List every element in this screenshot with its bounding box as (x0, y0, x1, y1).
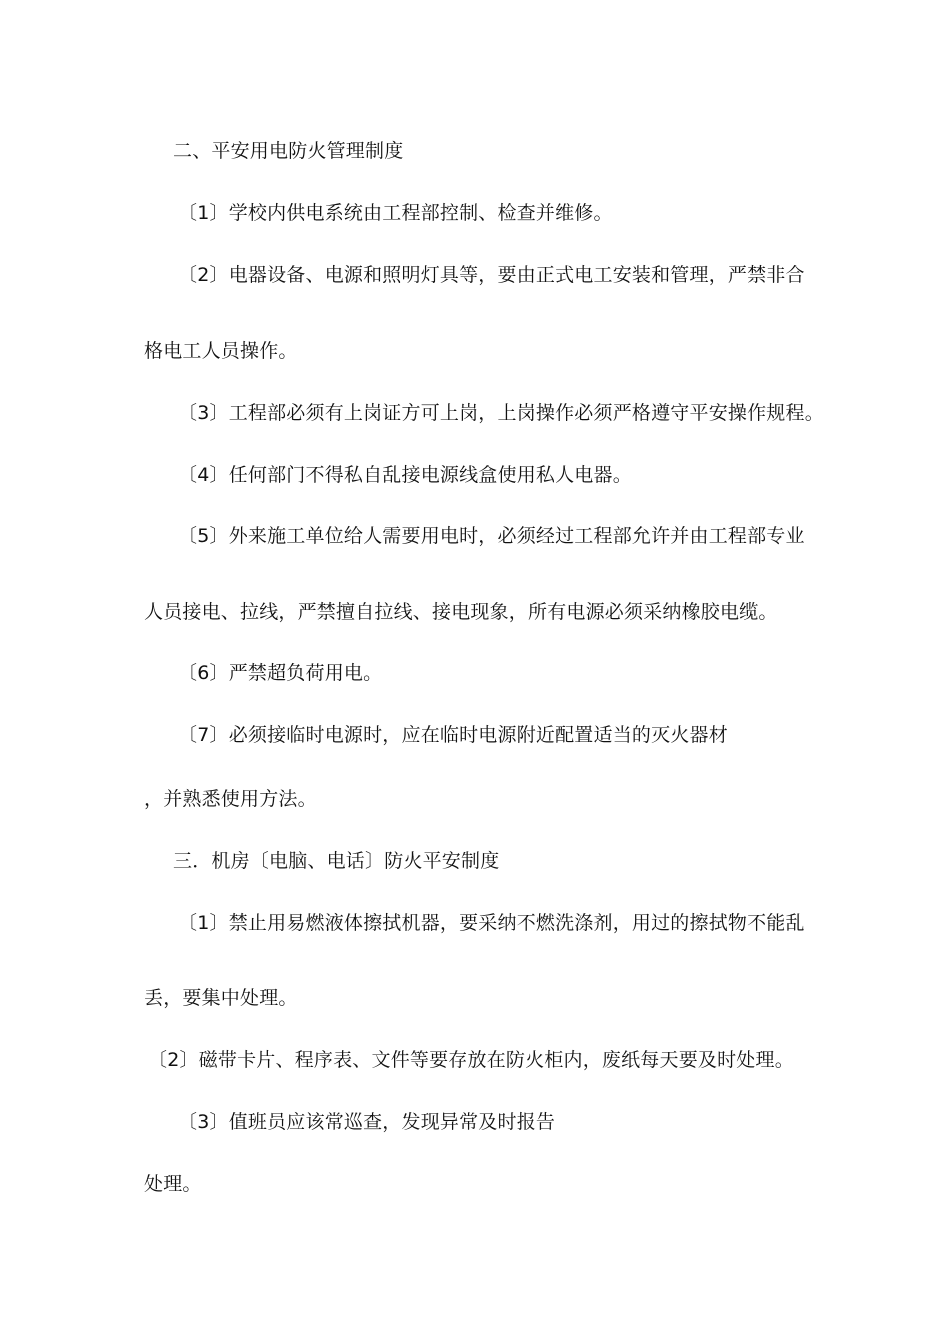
paragraph-line: 〔6〕严禁超负荷用电。 (178, 662, 383, 684)
paragraph-line: 〔1〕学校内供电系统由工程部控制、检查并维修。 (178, 202, 613, 224)
paragraph-line: 格电工人员操作。 (144, 340, 298, 362)
paragraph-line: 〔7〕必须接临时电源时，应在临时电源附近配置适当的灭火器材 (178, 724, 728, 746)
paragraph-line: 人员接电、拉线，严禁擅自拉线、接电现象，所有电源必须采纳橡胶电缆。 (144, 601, 778, 623)
paragraph-line: 丢，要集中处理。 (144, 987, 298, 1009)
paragraph-line: 〔4〕任何部门不得私自乱接电源线盒使用私人电器。 (178, 464, 632, 486)
paragraph-line: ，并熟悉使用方法。 (144, 788, 317, 810)
paragraph-line: 〔3〕工程部必须有上岗证方可上岗，上岗操作必须严格遵守平安操作规程。 (178, 402, 824, 424)
section-heading-machine-room: 三．机房〔电脑、电话〕防火平安制度 (173, 850, 500, 872)
paragraph-line: 〔5〕外来施工单位给人需要用电时，必须经过工程部允许并由工程部专业 (178, 525, 805, 547)
paragraph-line: 处理。 (144, 1173, 202, 1195)
paragraph-line: 〔3〕值班员应该常巡查，发现异常及时报告 (178, 1111, 556, 1133)
paragraph-line: 〔2〕磁带卡片、程序表、文件等要存放在防火柜内，废纸每天要及时处理。 (148, 1049, 794, 1071)
paragraph-line: 〔1〕禁止用易燃液体擦拭机器，要采纳不燃洗涤剂，用过的擦拭物不能乱 (178, 912, 805, 934)
section-heading-electrical: 二、平安用电防火管理制度 (173, 140, 404, 162)
paragraph-line: 〔2〕电器设备、电源和照明灯具等，要由正式电工安装和管理，严禁非合 (178, 264, 805, 286)
